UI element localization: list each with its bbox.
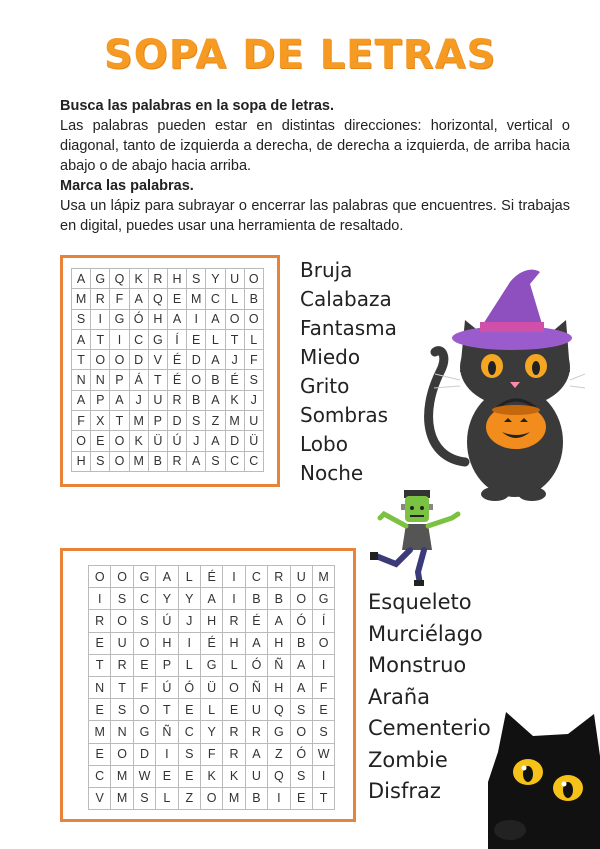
grid-cell[interactable]: A <box>206 350 225 370</box>
grid-cell[interactable]: O <box>312 632 334 654</box>
word-list-item: Cementerio <box>368 716 491 740</box>
grid-cell[interactable]: P <box>91 390 110 410</box>
grid-cell[interactable]: B <box>245 588 267 610</box>
grid-cell[interactable]: L <box>223 654 245 676</box>
grid-cell[interactable]: L <box>178 654 200 676</box>
grid-cell[interactable]: E <box>89 743 111 765</box>
grid-cell[interactable]: Z <box>206 411 225 431</box>
grid-cell[interactable]: R <box>268 566 290 588</box>
grid-cell[interactable]: E <box>312 699 334 721</box>
grid-cell[interactable]: A <box>245 632 267 654</box>
grid-cell[interactable]: J <box>187 431 206 451</box>
grid-cell[interactable]: É <box>167 350 186 370</box>
grid-row <box>89 632 335 654</box>
grid-cell[interactable]: O <box>110 350 129 370</box>
grid-cell[interactable]: A <box>268 610 290 632</box>
grid-row <box>72 451 264 471</box>
grid-cell[interactable]: S <box>290 765 312 787</box>
grid-row <box>89 654 335 676</box>
grid-cell[interactable]: L <box>200 699 222 721</box>
grid-cell[interactable]: V <box>89 787 111 809</box>
grid-cell[interactable]: R <box>223 743 245 765</box>
grid-cell[interactable]: D <box>225 431 244 451</box>
grid-cell[interactable]: B <box>206 370 225 390</box>
grid-cell[interactable]: I <box>156 743 178 765</box>
grid-cell[interactable]: H <box>156 632 178 654</box>
grid-cell[interactable]: I <box>187 309 206 329</box>
grid-cell[interactable]: U <box>245 765 267 787</box>
grid-cell[interactable]: V <box>148 350 167 370</box>
grid-cell[interactable]: H <box>167 269 186 289</box>
grid-row <box>72 269 264 289</box>
grid-row <box>89 610 335 632</box>
grid-cell[interactable]: C <box>129 329 148 349</box>
grid-row <box>89 765 335 787</box>
grid-cell[interactable]: O <box>111 743 133 765</box>
grid-cell[interactable]: S <box>72 309 91 329</box>
letter-grid-2 <box>88 565 335 810</box>
grid-cell[interactable]: T <box>156 699 178 721</box>
grid-cell[interactable]: Í <box>167 329 186 349</box>
grid-cell[interactable]: T <box>225 329 244 349</box>
word-list-item: Araña <box>368 684 431 709</box>
grid-cell[interactable]: S <box>290 699 312 721</box>
grid-cell[interactable]: O <box>223 676 245 698</box>
grid-cell[interactable]: R <box>167 390 186 410</box>
grid-cell[interactable]: Ó <box>178 676 200 698</box>
grid-cell[interactable]: M <box>223 787 245 809</box>
grid-cell[interactable]: R <box>148 269 167 289</box>
word-list-item: Grito <box>300 374 350 398</box>
grid-cell[interactable]: E <box>89 699 111 721</box>
grid-cell[interactable]: Q <box>268 699 290 721</box>
grid-cell[interactable]: A <box>206 309 225 329</box>
grid-cell[interactable]: O <box>200 787 222 809</box>
grid-cell[interactable]: E <box>91 431 110 451</box>
instruction-heading-mark: Marca las palabras. <box>60 178 194 194</box>
grid-cell[interactable]: P <box>110 370 129 390</box>
grid-cell[interactable]: M <box>129 451 148 471</box>
grid-cell[interactable]: U <box>245 699 267 721</box>
grid-cell[interactable]: O <box>111 610 133 632</box>
word-list-item: Disfraz <box>368 779 441 803</box>
grid-cell[interactable]: O <box>244 309 263 329</box>
grid-cell[interactable]: I <box>178 632 200 654</box>
grid-cell[interactable]: C <box>133 588 155 610</box>
grid-cell[interactable]: É <box>200 632 222 654</box>
grid-cell[interactable]: M <box>129 411 148 431</box>
grid-cell[interactable]: M <box>111 787 133 809</box>
grid-cell[interactable]: N <box>91 370 110 390</box>
grid-cell[interactable]: D <box>187 350 206 370</box>
grid-cell[interactable]: T <box>111 676 133 698</box>
grid-cell[interactable]: A <box>187 451 206 471</box>
grid-cell[interactable]: K <box>129 431 148 451</box>
grid-cell[interactable]: Ñ <box>245 676 267 698</box>
grid-cell[interactable]: I <box>268 787 290 809</box>
grid-cell[interactable]: S <box>178 743 200 765</box>
grid-cell[interactable]: É <box>225 370 244 390</box>
grid-cell[interactable]: J <box>178 610 200 632</box>
grid-cell[interactable]: A <box>200 588 222 610</box>
grid-cell[interactable]: P <box>148 411 167 431</box>
grid-cell[interactable]: C <box>225 451 244 471</box>
grid-cell[interactable]: G <box>200 654 222 676</box>
grid-cell[interactable]: F <box>312 676 334 698</box>
grid-cell[interactable]: T <box>148 370 167 390</box>
grid-cell[interactable]: D <box>133 743 155 765</box>
grid-cell[interactable]: B <box>244 289 263 309</box>
grid-cell[interactable]: M <box>89 721 111 743</box>
grid-cell[interactable]: B <box>268 588 290 610</box>
grid-cell[interactable]: I <box>110 329 129 349</box>
instruction-text-directions: Las palabras pueden estar en distintas direcciones: horizontal, vertical o diagonal, tanto de izquierda a derecha, de derecha a izquierda, de arriba hacia abajo o de abajo hacia arriba. <box>60 118 570 174</box>
grid-cell[interactable]: A <box>72 269 91 289</box>
grid-cell[interactable]: B <box>187 390 206 410</box>
word-list-item: Noche <box>300 461 364 485</box>
grid-cell[interactable]: R <box>245 721 267 743</box>
grid-cell[interactable]: E <box>156 765 178 787</box>
grid-cell[interactable]: A <box>206 390 225 410</box>
grid-cell[interactable]: S <box>91 451 110 471</box>
grid-cell[interactable]: C <box>89 765 111 787</box>
grid-cell[interactable]: E <box>290 787 312 809</box>
grid-cell[interactable]: Y <box>206 269 225 289</box>
grid-cell[interactable]: Ñ <box>268 654 290 676</box>
grid-cell[interactable]: É <box>200 566 222 588</box>
grid-cell[interactable]: A <box>167 309 186 329</box>
grid-cell[interactable]: Á <box>129 370 148 390</box>
grid-cell[interactable]: H <box>268 632 290 654</box>
grid-cell[interactable]: Ó <box>245 654 267 676</box>
grid-cell[interactable]: G <box>133 566 155 588</box>
grid-cell[interactable]: J <box>225 350 244 370</box>
word-search-grid-2 <box>60 548 356 822</box>
grid-cell[interactable]: N <box>111 721 133 743</box>
grid-cell[interactable]: S <box>133 787 155 809</box>
grid-row <box>89 566 335 588</box>
grid-cell[interactable]: N <box>89 676 111 698</box>
grid-cell[interactable]: I <box>223 588 245 610</box>
grid-cell[interactable]: L <box>244 329 263 349</box>
grid-cell[interactable]: A <box>72 329 91 349</box>
grid-cell[interactable]: U <box>111 632 133 654</box>
grid-cell[interactable]: K <box>200 765 222 787</box>
grid-cell[interactable]: G <box>110 309 129 329</box>
word-list-item: Bruja <box>300 258 353 282</box>
grid-cell[interactable]: Í <box>312 610 334 632</box>
grid-cell[interactable]: O <box>91 350 110 370</box>
grid-cell[interactable]: A <box>245 743 267 765</box>
grid-cell[interactable]: M <box>312 566 334 588</box>
instruction-text-mark: Usa un lápiz para subrayar o encerrar las palabras que encuentres. Si trabajas en digital, puedes usar una herramienta de resaltado. <box>60 198 570 234</box>
grid-cell[interactable]: Ó <box>290 743 312 765</box>
grid-cell[interactable]: M <box>72 289 91 309</box>
grid-cell[interactable]: H <box>268 676 290 698</box>
grid-cell[interactable]: O <box>290 721 312 743</box>
instruction-heading-search: Busca las palabras en la sopa de letras. <box>60 98 335 114</box>
grid-cell[interactable]: S <box>111 699 133 721</box>
grid-cell[interactable]: A <box>290 676 312 698</box>
grid-cell[interactable]: Q <box>148 289 167 309</box>
grid-cell[interactable]: F <box>200 743 222 765</box>
grid-row <box>72 289 264 309</box>
grid-cell[interactable]: O <box>133 632 155 654</box>
page-title: SOPA DE LETRAS <box>103 32 497 78</box>
grid-cell[interactable]: C <box>244 451 263 471</box>
grid-cell[interactable]: Q <box>268 765 290 787</box>
word-list-item: Calabaza <box>300 287 392 311</box>
cat-witch-hat-icon <box>420 262 585 502</box>
grid-cell[interactable]: T <box>89 654 111 676</box>
grid-cell[interactable]: A <box>72 390 91 410</box>
grid-cell[interactable]: Ñ <box>156 721 178 743</box>
grid-cell[interactable]: Y <box>178 588 200 610</box>
grid-cell[interactable]: G <box>133 721 155 743</box>
word-list-item: Murciélago <box>368 621 483 646</box>
grid-cell[interactable]: Y <box>200 721 222 743</box>
grid-cell[interactable]: I <box>312 765 334 787</box>
grid-cell[interactable]: H <box>223 632 245 654</box>
grid-cell[interactable]: C <box>178 721 200 743</box>
grid-cell[interactable]: G <box>268 721 290 743</box>
grid-cell[interactable]: B <box>148 451 167 471</box>
grid-cell[interactable]: O <box>110 431 129 451</box>
grid-cell[interactable]: Ü <box>200 676 222 698</box>
grid-cell[interactable]: E <box>89 632 111 654</box>
grid-cell[interactable]: Ü <box>244 431 263 451</box>
word-list-item: Lobo <box>300 432 348 456</box>
grid-cell[interactable]: S <box>111 588 133 610</box>
instructions <box>60 96 570 236</box>
grid-cell[interactable]: B <box>245 787 267 809</box>
grid-row <box>89 676 335 698</box>
grid-cell[interactable]: E <box>133 654 155 676</box>
grid-cell[interactable]: S <box>312 721 334 743</box>
grid-cell[interactable]: L <box>225 289 244 309</box>
grid-cell[interactable]: É <box>245 610 267 632</box>
grid-cell[interactable]: T <box>72 350 91 370</box>
grid-cell[interactable]: R <box>167 451 186 471</box>
grid-cell[interactable]: E <box>187 329 206 349</box>
grid-cell[interactable]: G <box>148 329 167 349</box>
grid-cell[interactable]: D <box>129 350 148 370</box>
grid-cell[interactable]: Z <box>178 787 200 809</box>
grid-row <box>72 390 264 410</box>
grid-cell[interactable]: C <box>206 289 225 309</box>
grid-cell[interactable]: U <box>244 411 263 431</box>
grid-cell[interactable]: F <box>72 411 91 431</box>
grid-cell[interactable]: F <box>244 350 263 370</box>
grid-cell[interactable]: I <box>223 566 245 588</box>
grid-cell[interactable]: S <box>187 269 206 289</box>
grid-cell[interactable]: A <box>129 289 148 309</box>
grid-row <box>89 787 335 809</box>
grid-cell[interactable]: L <box>156 787 178 809</box>
word-list-item: Monstruo <box>368 653 467 677</box>
frankenstein-icon <box>366 486 466 586</box>
grid-row <box>89 743 335 765</box>
grid-row <box>72 350 264 370</box>
grid-row <box>72 411 264 431</box>
grid-cell[interactable]: Ó <box>129 309 148 329</box>
word-list-item: Esqueleto <box>368 590 472 614</box>
grid-cell[interactable]: L <box>206 329 225 349</box>
grid-row <box>72 309 264 329</box>
word-list-item: Miedo <box>300 345 361 369</box>
grid-cell[interactable]: S <box>133 610 155 632</box>
grid-row <box>72 370 264 390</box>
grid-cell[interactable]: O <box>110 451 129 471</box>
grid-cell[interactable]: E <box>223 699 245 721</box>
grid-cell[interactable]: G <box>312 588 334 610</box>
grid-cell[interactable]: I <box>91 309 110 329</box>
word-list-item: Fantasma <box>300 316 397 340</box>
word-list-item: Sombras <box>300 403 389 427</box>
grid-cell[interactable]: F <box>133 676 155 698</box>
grid-cell[interactable]: R <box>91 289 110 309</box>
grid-row <box>89 588 335 610</box>
grid-cell[interactable]: H <box>148 309 167 329</box>
grid-cell[interactable]: B <box>290 632 312 654</box>
grid-cell[interactable]: R <box>223 610 245 632</box>
grid-cell[interactable]: É <box>167 370 186 390</box>
grid-cell[interactable]: Ú <box>167 431 186 451</box>
grid-cell[interactable]: Ü <box>148 431 167 451</box>
grid-row <box>72 431 264 451</box>
grid-cell[interactable]: A <box>206 431 225 451</box>
grid-cell[interactable]: I <box>312 654 334 676</box>
grid-cell[interactable]: E <box>178 765 200 787</box>
grid-cell[interactable]: R <box>89 610 111 632</box>
grid-cell[interactable]: U <box>290 566 312 588</box>
grid-cell[interactable]: G <box>91 269 110 289</box>
grid-cell[interactable]: Ú <box>156 676 178 698</box>
grid-cell[interactable]: A <box>290 654 312 676</box>
grid-cell[interactable]: C <box>245 566 267 588</box>
grid-cell[interactable]: S <box>206 451 225 471</box>
grid-cell[interactable]: K <box>129 269 148 289</box>
grid-cell[interactable]: A <box>156 566 178 588</box>
grid-cell[interactable]: J <box>129 390 148 410</box>
grid-cell[interactable]: O <box>290 588 312 610</box>
grid-cell[interactable]: E <box>178 699 200 721</box>
grid-cell[interactable]: U <box>225 269 244 289</box>
grid-cell[interactable]: Y <box>156 588 178 610</box>
word-list-2 <box>368 587 491 808</box>
grid-cell[interactable]: R <box>111 654 133 676</box>
grid-cell[interactable]: L <box>178 566 200 588</box>
grid-cell[interactable]: M <box>187 289 206 309</box>
grid-cell[interactable]: U <box>148 390 167 410</box>
grid-cell[interactable]: T <box>312 787 334 809</box>
grid-cell[interactable]: P <box>156 654 178 676</box>
grid-cell[interactable]: O <box>225 309 244 329</box>
grid-cell[interactable]: Ú <box>156 610 178 632</box>
grid-cell[interactable]: O <box>187 370 206 390</box>
grid-cell[interactable]: H <box>72 451 91 471</box>
grid-row <box>72 329 264 349</box>
grid-cell[interactable]: R <box>223 721 245 743</box>
word-list-1 <box>300 256 397 488</box>
grid-cell[interactable]: K <box>223 765 245 787</box>
word-list-item: Zombie <box>368 747 448 772</box>
grid-cell[interactable]: O <box>72 431 91 451</box>
grid-cell[interactable]: X <box>91 411 110 431</box>
grid-cell[interactable]: D <box>167 411 186 431</box>
grid-cell[interactable]: Z <box>268 743 290 765</box>
grid-cell[interactable]: M <box>111 765 133 787</box>
black-cat-peeking-icon <box>488 712 600 849</box>
grid-cell[interactable]: E <box>167 289 186 309</box>
grid-cell[interactable]: K <box>225 390 244 410</box>
grid-cell[interactable]: J <box>244 390 263 410</box>
grid-cell[interactable]: O <box>89 566 111 588</box>
grid-cell[interactable]: T <box>91 329 110 349</box>
grid-cell[interactable]: H <box>200 610 222 632</box>
grid-cell[interactable]: O <box>244 269 263 289</box>
letter-grid-1 <box>71 268 264 472</box>
grid-cell[interactable]: T <box>110 411 129 431</box>
grid-cell[interactable]: M <box>225 411 244 431</box>
grid-cell[interactable]: W <box>312 743 334 765</box>
grid-cell[interactable]: A <box>110 390 129 410</box>
grid-cell[interactable]: I <box>89 588 111 610</box>
word-search-grid-1 <box>60 255 280 487</box>
grid-cell[interactable]: Ó <box>290 610 312 632</box>
grid-cell[interactable]: S <box>187 411 206 431</box>
grid-cell[interactable]: S <box>244 370 263 390</box>
grid-cell[interactable]: W <box>133 765 155 787</box>
grid-cell[interactable]: O <box>111 566 133 588</box>
grid-cell[interactable]: F <box>110 289 129 309</box>
grid-row <box>89 721 335 743</box>
grid-cell[interactable]: O <box>133 699 155 721</box>
grid-cell[interactable]: Q <box>110 269 129 289</box>
grid-row <box>89 699 335 721</box>
grid-cell[interactable]: N <box>72 370 91 390</box>
